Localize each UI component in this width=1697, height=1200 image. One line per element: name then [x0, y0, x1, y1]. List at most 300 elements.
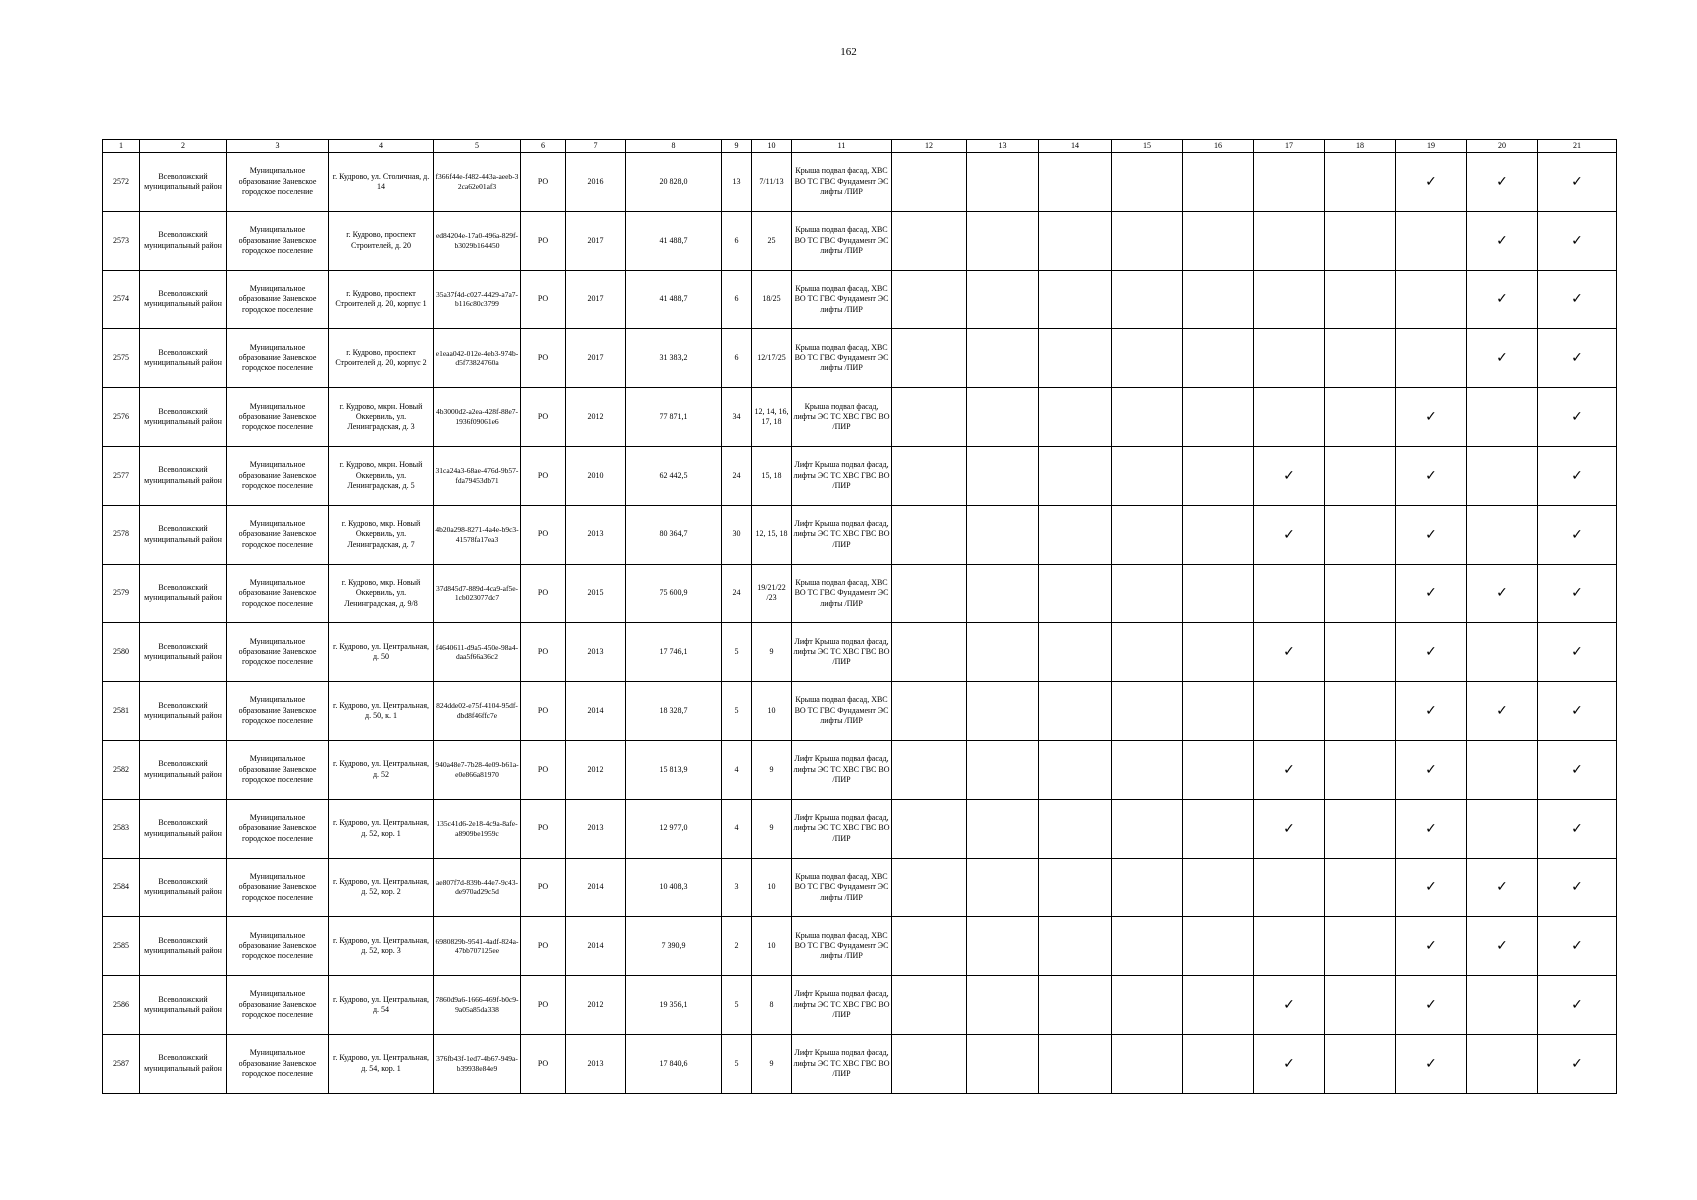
count-cell: 5 — [722, 1034, 752, 1093]
mark-cell-col-18 — [1325, 153, 1396, 212]
mark-cell-col-15 — [1112, 446, 1183, 505]
address-cell: г. Кудрово, ул. Центральная, д. 54 — [329, 976, 434, 1035]
mark-cell-col-16 — [1183, 153, 1254, 212]
house-id-cell: 824dde02-e75f-4104-95df-dbd8f46ffc7e — [434, 682, 521, 741]
count-cell: 30 — [722, 505, 752, 564]
mark-cell-col-20 — [1467, 740, 1538, 799]
mark-cell-col-17 — [1254, 623, 1325, 682]
house-id-cell: ae807f7d-839b-44e7-9c43-de970ad29c5d — [434, 858, 521, 917]
column-header-7: 7 — [566, 140, 626, 153]
check-mark-icon: ✓ — [1496, 585, 1508, 602]
mark-cell-col-12 — [892, 564, 967, 623]
mark-cell-col-19 — [1396, 388, 1467, 447]
house-id-cell: f4640611-d9a5-450e-98a4-daa5f66a36c2 — [434, 623, 521, 682]
mark-cell-col-16 — [1183, 799, 1254, 858]
mark-cell-col-13 — [967, 564, 1039, 623]
district-cell: Всеволожский муниципальный район — [140, 623, 227, 682]
mark-cell-col-18 — [1325, 564, 1396, 623]
municipality-cell: Муниципальное образование Заневское городское поселение — [227, 505, 329, 564]
mark-cell-col-14 — [1039, 446, 1112, 505]
mark-cell-col-14 — [1039, 799, 1112, 858]
year-cell: 2017 — [566, 211, 626, 270]
district-cell: Всеволожский муниципальный район — [140, 858, 227, 917]
mark-cell-col-20 — [1467, 623, 1538, 682]
municipality-cell: Муниципальное образование Заневское городское поселение — [227, 858, 329, 917]
mark-cell-col-17 — [1254, 388, 1325, 447]
mark-cell-col-20 — [1467, 270, 1538, 329]
house-id-cell: 135c41d6-2e18-4c9a-8afe-a8909be1959c — [434, 799, 521, 858]
address-cell: г. Кудрово, мкр. Новый Оккервиль, ул. Ленинградская, д. 7 — [329, 505, 434, 564]
mark-cell-col-15 — [1112, 740, 1183, 799]
municipality-cell: Муниципальное образование Заневское городское поселение — [227, 740, 329, 799]
address-cell: г. Кудрово, мкрн. Новый Оккервиль, ул. Ленинградская, д. 3 — [329, 388, 434, 447]
row-number: 2583 — [103, 799, 140, 858]
municipality-cell: Муниципальное образование Заневское городское поселение — [227, 329, 329, 388]
mark-cell-col-14 — [1039, 682, 1112, 741]
column-header-19: 19 — [1396, 140, 1467, 153]
address-cell: г. Кудрово, мкр. Новый Оккервиль, ул. Ленинградская, д. 9/8 — [329, 564, 434, 623]
check-mark-icon: ✓ — [1571, 1055, 1583, 1072]
check-mark-icon: ✓ — [1283, 761, 1295, 778]
works-cell: Крыша подвал фасад, ХВС ВО ТС ГВС Фундамент ЭС лифты /ПИР — [792, 270, 892, 329]
type-cell: РО — [521, 740, 566, 799]
mark-cell-col-21 — [1538, 799, 1617, 858]
mark-cell-col-16 — [1183, 329, 1254, 388]
area-cell: 31 383,2 — [626, 329, 722, 388]
year-cell: 2013 — [566, 623, 626, 682]
check-mark-icon: ✓ — [1425, 820, 1437, 837]
check-mark-icon: ✓ — [1571, 291, 1583, 308]
mark-cell-col-12 — [892, 858, 967, 917]
area-cell: 7 390,9 — [626, 917, 722, 976]
check-mark-icon: ✓ — [1283, 644, 1295, 661]
column-header-2: 2 — [140, 140, 227, 153]
check-mark-icon: ✓ — [1425, 996, 1437, 1013]
house-id-cell: e1eaa042-012e-4eb3-974b-d5f73824760a — [434, 329, 521, 388]
house-id-cell: 37d845d7-889d-4ca9-af5e-1cb023077dc7 — [434, 564, 521, 623]
codes-cell: 9 — [752, 799, 792, 858]
year-cell: 2014 — [566, 858, 626, 917]
mark-cell-col-19 — [1396, 976, 1467, 1035]
municipality-cell: Муниципальное образование Заневское городское поселение — [227, 446, 329, 505]
type-cell: РО — [521, 446, 566, 505]
mark-cell-col-20 — [1467, 1034, 1538, 1093]
mark-cell-col-20 — [1467, 976, 1538, 1035]
mark-cell-col-15 — [1112, 329, 1183, 388]
table-row — [103, 858, 1617, 917]
works-cell: Лифт Крыша подвал фасад, лифты ЭС ТС ХВС ГВС ВО /ПИР — [792, 799, 892, 858]
mark-cell-col-15 — [1112, 211, 1183, 270]
check-mark-icon: ✓ — [1425, 644, 1437, 661]
codes-cell: 12/17/25 — [752, 329, 792, 388]
column-header-11: 11 — [792, 140, 892, 153]
area-cell: 10 408,3 — [626, 858, 722, 917]
check-mark-icon: ✓ — [1571, 879, 1583, 896]
house-id-cell: 376fb43f-1ed7-4b67-949a-b39938e84e9 — [434, 1034, 521, 1093]
type-cell: РО — [521, 153, 566, 212]
mark-cell-col-21 — [1538, 270, 1617, 329]
mark-cell-col-21 — [1538, 858, 1617, 917]
column-header-14: 14 — [1039, 140, 1112, 153]
works-cell: Крыша подвал фасад, лифты ЭС ТС ХВС ГВС ВО /ПИР — [792, 388, 892, 447]
codes-cell: 19/21/22 /23 — [752, 564, 792, 623]
table-row — [103, 270, 1617, 329]
row-number: 2584 — [103, 858, 140, 917]
mark-cell-col-13 — [967, 1034, 1039, 1093]
works-cell: Крыша подвал фасад, ХВС ВО ТС ГВС Фундамент ЭС лифты /ПИР — [792, 211, 892, 270]
mark-cell-col-21 — [1538, 446, 1617, 505]
year-cell: 2010 — [566, 446, 626, 505]
check-mark-icon: ✓ — [1571, 702, 1583, 719]
mark-cell-col-21 — [1538, 623, 1617, 682]
mark-cell-col-17 — [1254, 858, 1325, 917]
check-mark-icon: ✓ — [1496, 350, 1508, 367]
mark-cell-col-15 — [1112, 153, 1183, 212]
year-cell: 2013 — [566, 799, 626, 858]
type-cell: РО — [521, 564, 566, 623]
codes-cell: 9 — [752, 740, 792, 799]
check-mark-icon: ✓ — [1571, 526, 1583, 543]
mark-cell-col-14 — [1039, 153, 1112, 212]
mark-cell-col-13 — [967, 270, 1039, 329]
mark-cell-col-12 — [892, 917, 967, 976]
mark-cell-col-16 — [1183, 388, 1254, 447]
mark-cell-col-19 — [1396, 329, 1467, 388]
mark-cell-col-12 — [892, 799, 967, 858]
works-cell: Лифт Крыша подвал фасад, лифты ЭС ТС ХВС ГВС ВО /ПИР — [792, 623, 892, 682]
mark-cell-col-18 — [1325, 682, 1396, 741]
year-cell: 2014 — [566, 682, 626, 741]
mark-cell-col-20 — [1467, 388, 1538, 447]
house-id-cell: 4b3000d2-a2ea-428f-88e7-1936f09061e6 — [434, 388, 521, 447]
mark-cell-col-21 — [1538, 976, 1617, 1035]
area-cell: 75 600,9 — [626, 564, 722, 623]
address-cell: г. Кудрово, мкрн. Новый Оккервиль, ул. Ленинградская, д. 5 — [329, 446, 434, 505]
address-cell: г. Кудрово, проспект Строителей, д. 20 — [329, 211, 434, 270]
codes-cell: 10 — [752, 917, 792, 976]
table-row — [103, 682, 1617, 741]
district-cell: Всеволожский муниципальный район — [140, 976, 227, 1035]
mark-cell-col-17 — [1254, 446, 1325, 505]
mark-cell-col-17 — [1254, 211, 1325, 270]
check-mark-icon: ✓ — [1283, 820, 1295, 837]
count-cell: 6 — [722, 270, 752, 329]
codes-cell: 9 — [752, 1034, 792, 1093]
check-mark-icon: ✓ — [1425, 761, 1437, 778]
mark-cell-col-17 — [1254, 505, 1325, 564]
municipality-cell: Муниципальное образование Заневское городское поселение — [227, 799, 329, 858]
count-cell: 24 — [722, 564, 752, 623]
mark-cell-col-21 — [1538, 682, 1617, 741]
municipality-cell: Муниципальное образование Заневское городское поселение — [227, 153, 329, 212]
mark-cell-col-12 — [892, 446, 967, 505]
mark-cell-col-14 — [1039, 976, 1112, 1035]
area-cell: 77 871,1 — [626, 388, 722, 447]
table-row — [103, 446, 1617, 505]
check-mark-icon: ✓ — [1425, 408, 1437, 425]
check-mark-icon: ✓ — [1571, 232, 1583, 249]
district-cell: Всеволожский муниципальный район — [140, 1034, 227, 1093]
mark-cell-col-15 — [1112, 682, 1183, 741]
municipality-cell: Муниципальное образование Заневское городское поселение — [227, 917, 329, 976]
count-cell: 3 — [722, 858, 752, 917]
mark-cell-col-18 — [1325, 799, 1396, 858]
mark-cell-col-19 — [1396, 799, 1467, 858]
column-header-8: 8 — [626, 140, 722, 153]
mark-cell-col-15 — [1112, 388, 1183, 447]
column-header-9: 9 — [722, 140, 752, 153]
mark-cell-col-15 — [1112, 976, 1183, 1035]
check-mark-icon: ✓ — [1425, 467, 1437, 484]
mark-cell-col-20 — [1467, 505, 1538, 564]
column-header-15: 15 — [1112, 140, 1183, 153]
mark-cell-col-19 — [1396, 270, 1467, 329]
district-cell: Всеволожский муниципальный район — [140, 446, 227, 505]
mark-cell-col-21 — [1538, 564, 1617, 623]
row-number: 2586 — [103, 976, 140, 1035]
district-cell: Всеволожский муниципальный район — [140, 564, 227, 623]
type-cell: РО — [521, 799, 566, 858]
mark-cell-col-17 — [1254, 917, 1325, 976]
works-cell: Лифт Крыша подвал фасад, лифты ЭС ТС ХВС ГВС ВО /ПИР — [792, 976, 892, 1035]
mark-cell-col-12 — [892, 682, 967, 741]
address-cell: г. Кудрово, ул. Центральная, д. 52, кор. 3 — [329, 917, 434, 976]
mark-cell-col-14 — [1039, 564, 1112, 623]
house-id-cell: 35a37f4d-c027-4429-a7a7-b116c80c3799 — [434, 270, 521, 329]
column-header-20: 20 — [1467, 140, 1538, 153]
house-id-cell: 4b20a298-8271-4a4e-b9c3-41578fa17ea3 — [434, 505, 521, 564]
count-cell: 5 — [722, 682, 752, 741]
mark-cell-col-21 — [1538, 388, 1617, 447]
mark-cell-col-16 — [1183, 564, 1254, 623]
check-mark-icon: ✓ — [1425, 585, 1437, 602]
works-cell: Крыша подвал фасад, ХВС ВО ТС ГВС Фундамент ЭС лифты /ПИР — [792, 858, 892, 917]
codes-cell: 18/25 — [752, 270, 792, 329]
mark-cell-col-14 — [1039, 1034, 1112, 1093]
count-cell: 6 — [722, 211, 752, 270]
row-number: 2576 — [103, 388, 140, 447]
mark-cell-col-12 — [892, 153, 967, 212]
mark-cell-col-15 — [1112, 1034, 1183, 1093]
table-row — [103, 153, 1617, 212]
page-number: 162 — [840, 46, 857, 58]
mark-cell-col-13 — [967, 917, 1039, 976]
column-header-18: 18 — [1325, 140, 1396, 153]
mark-cell-col-15 — [1112, 505, 1183, 564]
mark-cell-col-19 — [1396, 682, 1467, 741]
mark-cell-col-18 — [1325, 917, 1396, 976]
mark-cell-col-16 — [1183, 976, 1254, 1035]
mark-cell-col-17 — [1254, 564, 1325, 623]
address-cell: г. Кудрово, проспект Строителей д. 20, корпус 1 — [329, 270, 434, 329]
mark-cell-col-14 — [1039, 917, 1112, 976]
mark-cell-col-19 — [1396, 564, 1467, 623]
column-header-17: 17 — [1254, 140, 1325, 153]
mark-cell-col-17 — [1254, 976, 1325, 1035]
mark-cell-col-13 — [967, 799, 1039, 858]
mark-cell-col-17 — [1254, 740, 1325, 799]
count-cell: 4 — [722, 799, 752, 858]
mark-cell-col-13 — [967, 740, 1039, 799]
mark-cell-col-14 — [1039, 505, 1112, 564]
mark-cell-col-18 — [1325, 446, 1396, 505]
table-row — [103, 740, 1617, 799]
count-cell: 34 — [722, 388, 752, 447]
codes-cell: 12, 14, 16, 17, 18 — [752, 388, 792, 447]
codes-cell: 9 — [752, 623, 792, 682]
area-cell: 17 746,1 — [626, 623, 722, 682]
mark-cell-col-20 — [1467, 564, 1538, 623]
mark-cell-col-20 — [1467, 682, 1538, 741]
mark-cell-col-16 — [1183, 623, 1254, 682]
district-cell: Всеволожский муниципальный район — [140, 917, 227, 976]
address-cell: г. Кудрово, ул. Центральная, д. 50 — [329, 623, 434, 682]
type-cell: РО — [521, 388, 566, 447]
mark-cell-col-12 — [892, 329, 967, 388]
mark-cell-col-18 — [1325, 858, 1396, 917]
district-cell: Всеволожский муниципальный район — [140, 211, 227, 270]
mark-cell-col-13 — [967, 505, 1039, 564]
check-mark-icon: ✓ — [1571, 173, 1583, 190]
mark-cell-col-14 — [1039, 740, 1112, 799]
mark-cell-col-17 — [1254, 682, 1325, 741]
mark-cell-col-12 — [892, 976, 967, 1035]
mark-cell-col-21 — [1538, 153, 1617, 212]
mark-cell-col-13 — [967, 858, 1039, 917]
table-row — [103, 505, 1617, 564]
mark-cell-col-17 — [1254, 270, 1325, 329]
works-cell: Крыша подвал фасад, ХВС ВО ТС ГВС Фундамент ЭС лифты /ПИР — [792, 682, 892, 741]
year-cell: 2012 — [566, 388, 626, 447]
codes-cell: 10 — [752, 858, 792, 917]
year-cell: 2017 — [566, 329, 626, 388]
check-mark-icon: ✓ — [1283, 996, 1295, 1013]
check-mark-icon: ✓ — [1571, 996, 1583, 1013]
mark-cell-col-13 — [967, 211, 1039, 270]
mark-cell-col-15 — [1112, 623, 1183, 682]
mark-cell-col-21 — [1538, 505, 1617, 564]
count-cell: 4 — [722, 740, 752, 799]
mark-cell-col-18 — [1325, 388, 1396, 447]
mark-cell-col-19 — [1396, 153, 1467, 212]
row-number: 2585 — [103, 917, 140, 976]
row-number: 2572 — [103, 153, 140, 212]
area-cell: 20 828,0 — [626, 153, 722, 212]
mark-cell-col-15 — [1112, 917, 1183, 976]
address-cell: г. Кудрово, проспект Строителей д. 20, корпус 2 — [329, 329, 434, 388]
codes-cell: 25 — [752, 211, 792, 270]
mark-cell-col-18 — [1325, 329, 1396, 388]
mark-cell-col-16 — [1183, 211, 1254, 270]
check-mark-icon: ✓ — [1496, 291, 1508, 308]
mark-cell-col-13 — [967, 388, 1039, 447]
mark-cell-col-21 — [1538, 329, 1617, 388]
type-cell: РО — [521, 623, 566, 682]
mark-cell-col-16 — [1183, 740, 1254, 799]
house-id-cell: 7860d9a6-1666-469f-b0c9-9a05a85da338 — [434, 976, 521, 1035]
mark-cell-col-16 — [1183, 446, 1254, 505]
mark-cell-col-14 — [1039, 388, 1112, 447]
mark-cell-col-16 — [1183, 505, 1254, 564]
check-mark-icon: ✓ — [1571, 938, 1583, 955]
column-header-21: 21 — [1538, 140, 1617, 153]
house-id-cell: ed84204e-17a0-496a-829f-b3029b164450 — [434, 211, 521, 270]
mark-cell-col-19 — [1396, 446, 1467, 505]
mark-cell-col-19 — [1396, 211, 1467, 270]
check-mark-icon: ✓ — [1571, 467, 1583, 484]
count-cell: 6 — [722, 329, 752, 388]
address-cell: г. Кудрово, ул. Центральная, д. 52, кор. 1 — [329, 799, 434, 858]
address-cell: г. Кудрово, ул. Центральная, д. 52, кор. 2 — [329, 858, 434, 917]
mark-cell-col-13 — [967, 153, 1039, 212]
column-number-row — [103, 140, 1617, 153]
area-cell: 17 840,6 — [626, 1034, 722, 1093]
mark-cell-col-16 — [1183, 682, 1254, 741]
housing-register-table — [102, 139, 1617, 1094]
row-number: 2574 — [103, 270, 140, 329]
check-mark-icon: ✓ — [1425, 938, 1437, 955]
house-id-cell: 31ca24a3-68ae-476d-9b57-fda79453db71 — [434, 446, 521, 505]
row-number: 2577 — [103, 446, 140, 505]
type-cell: РО — [521, 858, 566, 917]
municipality-cell: Муниципальное образование Заневское городское поселение — [227, 976, 329, 1035]
address-cell: г. Кудрово, ул. Центральная, д. 50, к. 1 — [329, 682, 434, 741]
mark-cell-col-15 — [1112, 858, 1183, 917]
mark-cell-col-17 — [1254, 329, 1325, 388]
district-cell: Всеволожский муниципальный район — [140, 153, 227, 212]
year-cell: 2012 — [566, 976, 626, 1035]
municipality-cell: Муниципальное образование Заневское городское поселение — [227, 564, 329, 623]
check-mark-icon: ✓ — [1571, 350, 1583, 367]
type-cell: РО — [521, 917, 566, 976]
check-mark-icon: ✓ — [1571, 585, 1583, 602]
works-cell: Лифт Крыша подвал фасад, лифты ЭС ТС ХВС ГВС ВО /ПИР — [792, 1034, 892, 1093]
mark-cell-col-20 — [1467, 446, 1538, 505]
mark-cell-col-17 — [1254, 153, 1325, 212]
mark-cell-col-18 — [1325, 270, 1396, 329]
area-cell: 19 356,1 — [626, 976, 722, 1035]
district-cell: Всеволожский муниципальный район — [140, 270, 227, 329]
codes-cell: 12, 15, 18 — [752, 505, 792, 564]
mark-cell-col-12 — [892, 211, 967, 270]
column-header-12: 12 — [892, 140, 967, 153]
works-cell: Лифт Крыша подвал фасад, лифты ЭС ТС ХВС ГВС ВО /ПИР — [792, 446, 892, 505]
check-mark-icon: ✓ — [1571, 408, 1583, 425]
count-cell: 13 — [722, 153, 752, 212]
municipality-cell: Муниципальное образование Заневское городское поселение — [227, 388, 329, 447]
district-cell: Всеволожский муниципальный район — [140, 329, 227, 388]
mark-cell-col-18 — [1325, 623, 1396, 682]
mark-cell-col-21 — [1538, 211, 1617, 270]
column-header-5: 5 — [434, 140, 521, 153]
type-cell: РО — [521, 211, 566, 270]
works-cell: Лифт Крыша подвал фасад, лифты ЭС ТС ХВС ГВС ВО /ПИР — [792, 740, 892, 799]
check-mark-icon: ✓ — [1425, 1055, 1437, 1072]
district-cell: Всеволожский муниципальный район — [140, 682, 227, 741]
row-number: 2580 — [103, 623, 140, 682]
check-mark-icon: ✓ — [1283, 1055, 1295, 1072]
codes-cell: 15, 18 — [752, 446, 792, 505]
mark-cell-col-21 — [1538, 740, 1617, 799]
mark-cell-col-13 — [967, 329, 1039, 388]
row-number: 2581 — [103, 682, 140, 741]
check-mark-icon: ✓ — [1496, 232, 1508, 249]
check-mark-icon: ✓ — [1571, 761, 1583, 778]
mark-cell-col-16 — [1183, 917, 1254, 976]
mark-cell-col-12 — [892, 740, 967, 799]
codes-cell: 8 — [752, 976, 792, 1035]
type-cell: РО — [521, 329, 566, 388]
